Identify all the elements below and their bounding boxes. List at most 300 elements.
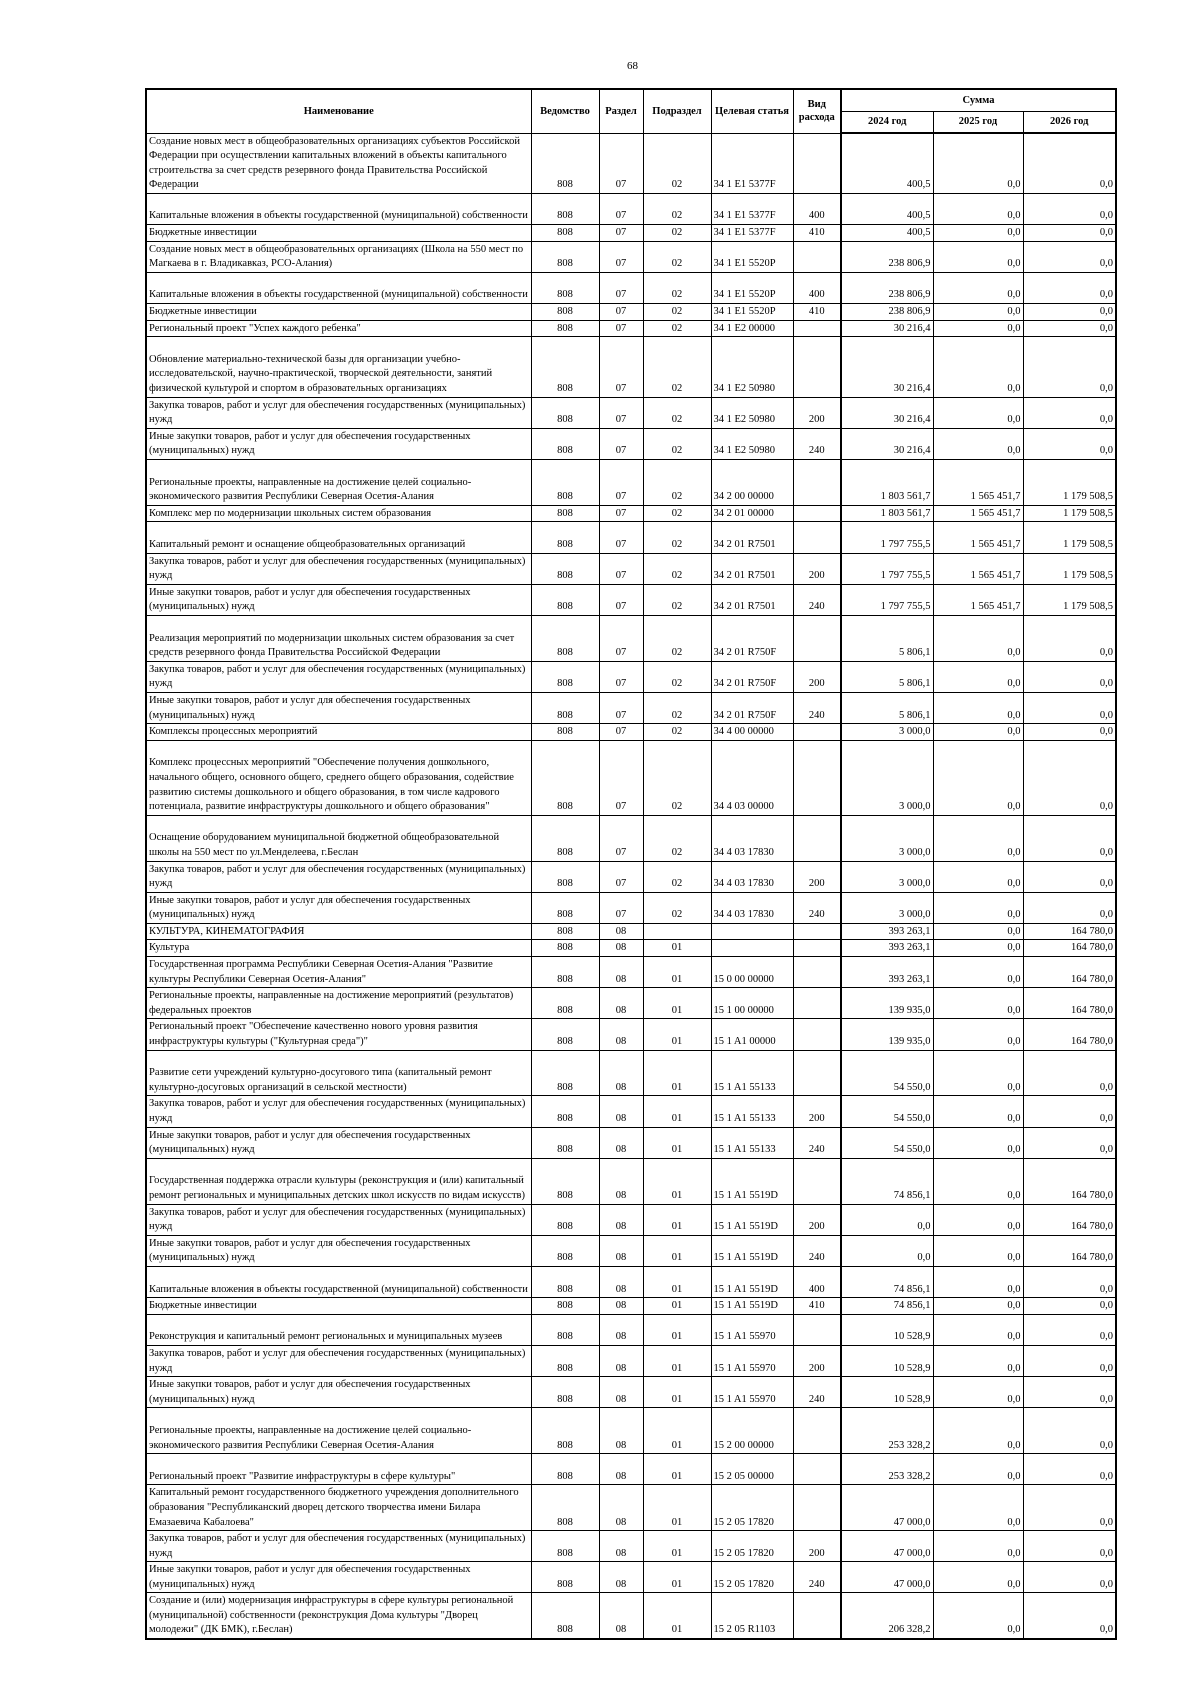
cell-2024: 238 806,9 (841, 241, 933, 272)
cell-vid (793, 241, 841, 272)
table-row (146, 320, 1116, 337)
cell-razdel: 08 (599, 1050, 643, 1096)
cell-razdel: 07 (599, 460, 643, 506)
cell-2024: 54 550,0 (841, 1127, 933, 1158)
cell-2026: 0,0 (1023, 1377, 1116, 1408)
cell-2026: 0,0 (1023, 692, 1116, 723)
cell-name: Закупка товаров, работ и услуг для обеспечения государственных (муниципальных) нужд (146, 1531, 531, 1562)
cell-razdel: 08 (599, 1266, 643, 1297)
cell-2026: 164 780,0 (1023, 988, 1116, 1019)
cell-vid: 410 (793, 1298, 841, 1315)
cell-vid (793, 957, 841, 988)
cell-2024: 3 000,0 (841, 815, 933, 861)
cell-tselevaya: 34 2 01 R7501 (711, 522, 793, 553)
cell-vedomstvo: 808 (531, 1454, 599, 1485)
cell-vedomstvo: 808 (531, 1562, 599, 1593)
cell-tselevaya: 34 1 E1 5377F (711, 133, 793, 193)
cell-podrazdel: 02 (643, 272, 711, 303)
cell-vid: 410 (793, 304, 841, 321)
cell-2025: 0,0 (933, 193, 1023, 224)
cell-podrazdel: 02 (643, 692, 711, 723)
cell-vid: 240 (793, 428, 841, 459)
cell-2024: 139 935,0 (841, 988, 933, 1019)
cell-vedomstvo: 808 (531, 505, 599, 522)
header-tselevaya: Целевая статья (711, 89, 793, 133)
cell-2025: 0,0 (933, 397, 1023, 428)
cell-name: Бюджетные инвестиции (146, 1298, 531, 1315)
cell-2026: 0,0 (1023, 1314, 1116, 1345)
cell-podrazdel: 01 (643, 1204, 711, 1235)
cell-razdel: 08 (599, 1204, 643, 1235)
cell-2025: 0,0 (933, 1345, 1023, 1376)
cell-tselevaya (711, 940, 793, 957)
cell-podrazdel: 01 (643, 1096, 711, 1127)
cell-vid (793, 1485, 841, 1531)
cell-tselevaya: 15 1 A1 55970 (711, 1314, 793, 1345)
cell-podrazdel: 02 (643, 193, 711, 224)
cell-razdel: 07 (599, 892, 643, 923)
cell-2026: 0,0 (1023, 1562, 1116, 1593)
cell-vedomstvo: 808 (531, 337, 599, 397)
cell-podrazdel: 01 (643, 1454, 711, 1485)
cell-2026: 0,0 (1023, 861, 1116, 892)
cell-podrazdel: 01 (643, 1127, 711, 1158)
cell-name: Оснащение оборудованием муниципальной бюджетной общеобразовательной школы на 550 мест по ул.Менделеева, г.Беслан (146, 815, 531, 861)
cell-2026: 0,0 (1023, 1454, 1116, 1485)
cell-tselevaya: 15 1 A1 5519D (711, 1235, 793, 1266)
cell-razdel: 07 (599, 272, 643, 303)
cell-tselevaya: 34 4 03 17830 (711, 815, 793, 861)
cell-podrazdel: 01 (643, 1019, 711, 1050)
cell-tselevaya: 15 2 05 17820 (711, 1531, 793, 1562)
cell-tselevaya: 34 1 E2 00000 (711, 320, 793, 337)
cell-podrazdel: 02 (643, 241, 711, 272)
cell-podrazdel: 02 (643, 320, 711, 337)
cell-2025: 0,0 (933, 428, 1023, 459)
cell-tselevaya: 15 1 A1 55970 (711, 1377, 793, 1408)
cell-2025: 0,0 (933, 861, 1023, 892)
cell-2025: 0,0 (933, 724, 1023, 741)
cell-razdel: 08 (599, 1127, 643, 1158)
cell-razdel: 07 (599, 241, 643, 272)
header-razdel: Раздел (599, 89, 643, 133)
cell-vedomstvo: 808 (531, 661, 599, 692)
cell-vid (793, 923, 841, 940)
table-row (146, 397, 1116, 428)
cell-2026: 0,0 (1023, 724, 1116, 741)
cell-2024: 10 528,9 (841, 1345, 933, 1376)
table-row (146, 584, 1116, 615)
cell-2025: 0,0 (933, 1531, 1023, 1562)
cell-name: Развитие сети учреждений культурно-досугового типа (капитальный ремонт культурно-досуговых организаций в сельской местности) (146, 1050, 531, 1096)
cell-tselevaya: 34 2 01 00000 (711, 505, 793, 522)
cell-2024: 3 000,0 (841, 892, 933, 923)
cell-razdel: 08 (599, 1454, 643, 1485)
cell-2026: 0,0 (1023, 1345, 1116, 1376)
cell-tselevaya: 34 1 E1 5520P (711, 272, 793, 303)
cell-name: Капитальные вложения в объекты государственной (муниципальной) собственности (146, 1266, 531, 1297)
cell-vedomstvo: 808 (531, 892, 599, 923)
cell-vid: 400 (793, 1266, 841, 1297)
cell-tselevaya (711, 923, 793, 940)
cell-2026: 0,0 (1023, 1266, 1116, 1297)
cell-podrazdel: 01 (643, 1408, 711, 1454)
cell-2026: 0,0 (1023, 272, 1116, 303)
cell-2026: 0,0 (1023, 337, 1116, 397)
cell-2026: 0,0 (1023, 428, 1116, 459)
cell-tselevaya: 34 2 01 R750F (711, 692, 793, 723)
table-row (146, 241, 1116, 272)
cell-vedomstvo: 808 (531, 1485, 599, 1531)
cell-2025: 0,0 (933, 740, 1023, 815)
cell-tselevaya: 34 1 E1 5520P (711, 241, 793, 272)
table-row (146, 988, 1116, 1019)
cell-razdel: 07 (599, 861, 643, 892)
table-row (146, 1345, 1116, 1376)
cell-2024: 393 263,1 (841, 940, 933, 957)
cell-2026: 1 179 508,5 (1023, 460, 1116, 506)
cell-razdel: 07 (599, 584, 643, 615)
cell-2024: 54 550,0 (841, 1096, 933, 1127)
cell-tselevaya: 15 1 A1 55133 (711, 1096, 793, 1127)
cell-vid (793, 815, 841, 861)
table-row (146, 225, 1116, 242)
table-row (146, 1266, 1116, 1297)
cell-2026: 0,0 (1023, 1531, 1116, 1562)
cell-2024: 400,5 (841, 225, 933, 242)
cell-name: Капитальные вложения в объекты государственной (муниципальной) собственности (146, 272, 531, 303)
cell-2026: 0,0 (1023, 133, 1116, 193)
cell-razdel: 07 (599, 661, 643, 692)
cell-razdel: 07 (599, 225, 643, 242)
cell-tselevaya: 15 1 00 00000 (711, 988, 793, 1019)
cell-2024: 5 806,1 (841, 615, 933, 661)
cell-vid: 240 (793, 1235, 841, 1266)
cell-razdel: 07 (599, 304, 643, 321)
cell-razdel: 08 (599, 1345, 643, 1376)
cell-vedomstvo: 808 (531, 272, 599, 303)
cell-razdel: 08 (599, 1314, 643, 1345)
cell-2025: 0,0 (933, 815, 1023, 861)
cell-vedomstvo: 808 (531, 320, 599, 337)
cell-2026: 0,0 (1023, 225, 1116, 242)
cell-tselevaya: 34 1 E1 5520P (711, 304, 793, 321)
cell-podrazdel: 01 (643, 1377, 711, 1408)
cell-name: Иные закупки товаров, работ и услуг для обеспечения государственных (муниципальных) нужд (146, 892, 531, 923)
cell-vedomstvo: 808 (531, 1314, 599, 1345)
table-row (146, 1204, 1116, 1235)
cell-tselevaya: 34 1 E1 5377F (711, 193, 793, 224)
cell-tselevaya: 15 1 A1 55970 (711, 1345, 793, 1376)
cell-name: Культура (146, 940, 531, 957)
cell-name: Закупка товаров, работ и услуг для обеспечения государственных (муниципальных) нужд (146, 1345, 531, 1376)
cell-vid (793, 1158, 841, 1204)
cell-name: Создание и (или) модернизация инфраструктуры в сфере культуры региональной (муниципальной) собственности (реконструкция Дома культуры "Дворец молодежи" (ДК БМК), г.Беслан) (146, 1593, 531, 1639)
table-row (146, 615, 1116, 661)
cell-podrazdel: 02 (643, 337, 711, 397)
cell-vid: 240 (793, 892, 841, 923)
cell-podrazdel: 02 (643, 397, 711, 428)
table-row (146, 1158, 1116, 1204)
cell-vid: 400 (793, 193, 841, 224)
table-row (146, 923, 1116, 940)
cell-2024: 54 550,0 (841, 1050, 933, 1096)
table-row (146, 1050, 1116, 1096)
cell-razdel: 08 (599, 1562, 643, 1593)
cell-2026: 0,0 (1023, 304, 1116, 321)
cell-2025: 0,0 (933, 1314, 1023, 1345)
cell-tselevaya: 15 1 A1 5519D (711, 1158, 793, 1204)
cell-name: Государственная поддержка отрасли культуры (реконструкция и (или) капитальный ремонт региональных и муниципальных детских школ искусств по видам искусств) (146, 1158, 531, 1204)
cell-tselevaya: 15 2 05 17820 (711, 1485, 793, 1531)
cell-razdel: 08 (599, 1096, 643, 1127)
cell-2025: 1 565 451,7 (933, 460, 1023, 506)
header-2026: 2026 год (1023, 111, 1116, 133)
cell-vedomstvo: 808 (531, 1235, 599, 1266)
cell-name: Иные закупки товаров, работ и услуг для обеспечения государственных (муниципальных) нужд (146, 1377, 531, 1408)
cell-vid: 200 (793, 397, 841, 428)
cell-tselevaya: 34 4 03 00000 (711, 740, 793, 815)
cell-name: Региональные проекты, направленные на достижение мероприятий (результатов) федеральных проектов (146, 988, 531, 1019)
table-row (146, 892, 1116, 923)
table-row (146, 193, 1116, 224)
cell-2024: 0,0 (841, 1204, 933, 1235)
table-row (146, 553, 1116, 584)
cell-2026: 164 780,0 (1023, 1158, 1116, 1204)
cell-2025: 0,0 (933, 1454, 1023, 1485)
cell-vedomstvo: 808 (531, 1345, 599, 1376)
cell-razdel: 07 (599, 193, 643, 224)
table-row (146, 460, 1116, 506)
cell-vid (793, 1593, 841, 1639)
cell-2026: 0,0 (1023, 892, 1116, 923)
header-vedomstvo: Ведомство (531, 89, 599, 133)
cell-name: Закупка товаров, работ и услуг для обеспечения государственных (муниципальных) нужд (146, 397, 531, 428)
cell-2024: 238 806,9 (841, 304, 933, 321)
cell-2025: 0,0 (933, 923, 1023, 940)
cell-tselevaya: 34 2 01 R7501 (711, 553, 793, 584)
cell-vedomstvo: 808 (531, 1408, 599, 1454)
cell-podrazdel: 02 (643, 553, 711, 584)
cell-podrazdel: 01 (643, 1485, 711, 1531)
cell-2024: 1 803 561,7 (841, 505, 933, 522)
cell-2024: 74 856,1 (841, 1298, 933, 1315)
cell-2025: 0,0 (933, 1485, 1023, 1531)
cell-name: Иные закупки товаров, работ и услуг для обеспечения государственных (муниципальных) нужд (146, 1235, 531, 1266)
cell-tselevaya: 34 2 01 R750F (711, 615, 793, 661)
cell-podrazdel: 02 (643, 740, 711, 815)
cell-vedomstvo: 808 (531, 1158, 599, 1204)
cell-vid: 410 (793, 225, 841, 242)
cell-tselevaya: 15 1 A1 55133 (711, 1050, 793, 1096)
cell-2025: 1 565 451,7 (933, 553, 1023, 584)
cell-razdel: 07 (599, 692, 643, 723)
cell-2025: 0,0 (933, 692, 1023, 723)
cell-2024: 0,0 (841, 1235, 933, 1266)
cell-podrazdel: 02 (643, 661, 711, 692)
cell-podrazdel: 02 (643, 133, 711, 193)
cell-podrazdel: 01 (643, 1235, 711, 1266)
cell-razdel: 08 (599, 1593, 643, 1639)
cell-vid (793, 1050, 841, 1096)
cell-razdel: 07 (599, 522, 643, 553)
cell-2024: 253 328,2 (841, 1454, 933, 1485)
cell-podrazdel: 01 (643, 1050, 711, 1096)
cell-name: КУЛЬТУРА, КИНЕМАТОГРАФИЯ (146, 923, 531, 940)
cell-2026: 1 179 508,5 (1023, 584, 1116, 615)
table-row (146, 861, 1116, 892)
cell-vedomstvo: 808 (531, 692, 599, 723)
cell-2024: 30 216,4 (841, 428, 933, 459)
cell-podrazdel (643, 923, 711, 940)
table-row (146, 304, 1116, 321)
cell-razdel: 07 (599, 615, 643, 661)
table-row (146, 337, 1116, 397)
cell-tselevaya: 15 1 A1 5519D (711, 1204, 793, 1235)
cell-2025: 0,0 (933, 1235, 1023, 1266)
cell-2024: 400,5 (841, 193, 933, 224)
cell-name: Региональный проект "Успех каждого ребенка" (146, 320, 531, 337)
cell-vedomstvo: 808 (531, 940, 599, 957)
cell-vedomstvo: 808 (531, 1593, 599, 1639)
cell-vedomstvo: 808 (531, 1266, 599, 1297)
header-vid: Вид расхода (793, 89, 841, 133)
cell-podrazdel: 02 (643, 428, 711, 459)
cell-2026: 0,0 (1023, 1096, 1116, 1127)
cell-2026: 0,0 (1023, 1593, 1116, 1639)
cell-vid (793, 522, 841, 553)
header-2024: 2024 год (841, 111, 933, 133)
cell-2024: 1 797 755,5 (841, 584, 933, 615)
cell-name: Иные закупки товаров, работ и услуг для обеспечения государственных (муниципальных) нужд (146, 692, 531, 723)
cell-2025: 0,0 (933, 892, 1023, 923)
cell-podrazdel: 01 (643, 1158, 711, 1204)
cell-2025: 0,0 (933, 1298, 1023, 1315)
cell-vid (793, 320, 841, 337)
cell-podrazdel: 02 (643, 615, 711, 661)
cell-tselevaya: 15 1 A1 5519D (711, 1298, 793, 1315)
cell-2026: 1 179 508,5 (1023, 505, 1116, 522)
cell-tselevaya: 34 1 E2 50980 (711, 428, 793, 459)
cell-razdel: 08 (599, 1235, 643, 1266)
cell-2024: 139 935,0 (841, 1019, 933, 1050)
cell-razdel: 07 (599, 815, 643, 861)
cell-2024: 1 797 755,5 (841, 553, 933, 584)
cell-2024: 253 328,2 (841, 1408, 933, 1454)
cell-vedomstvo: 808 (531, 988, 599, 1019)
cell-razdel: 07 (599, 428, 643, 459)
cell-vid (793, 1454, 841, 1485)
cell-vedomstvo: 808 (531, 304, 599, 321)
table-row (146, 522, 1116, 553)
cell-2024: 3 000,0 (841, 861, 933, 892)
cell-podrazdel: 02 (643, 505, 711, 522)
cell-razdel: 08 (599, 1019, 643, 1050)
cell-razdel: 08 (599, 1531, 643, 1562)
cell-name: Реализация мероприятий по модернизации школьных систем образования за счет средств резервного фонда Правительства Российской Федерации (146, 615, 531, 661)
cell-vid (793, 1408, 841, 1454)
cell-vid: 240 (793, 1127, 841, 1158)
cell-2026: 0,0 (1023, 661, 1116, 692)
cell-razdel: 08 (599, 923, 643, 940)
cell-razdel: 08 (599, 1298, 643, 1315)
cell-name: Региональный проект "Обеспечение качественно нового уровня развития инфраструктуры культуры ("Культурная среда")" (146, 1019, 531, 1050)
cell-2024: 206 328,2 (841, 1593, 933, 1639)
cell-vid (793, 337, 841, 397)
cell-name: Закупка товаров, работ и услуг для обеспечения государственных (муниципальных) нужд (146, 553, 531, 584)
cell-podrazdel: 01 (643, 1345, 711, 1376)
cell-2025: 0,0 (933, 1019, 1023, 1050)
cell-tselevaya: 15 2 05 17820 (711, 1562, 793, 1593)
table-row (146, 1485, 1116, 1531)
cell-podrazdel: 01 (643, 1298, 711, 1315)
table-row (146, 940, 1116, 957)
cell-vedomstvo: 808 (531, 1298, 599, 1315)
table-row (146, 505, 1116, 522)
cell-vedomstvo: 808 (531, 923, 599, 940)
cell-vedomstvo: 808 (531, 397, 599, 428)
cell-2025: 0,0 (933, 304, 1023, 321)
cell-2025: 0,0 (933, 1158, 1023, 1204)
cell-2025: 0,0 (933, 1127, 1023, 1158)
cell-vedomstvo: 808 (531, 1377, 599, 1408)
cell-2026: 164 780,0 (1023, 1204, 1116, 1235)
cell-name: Иные закупки товаров, работ и услуг для обеспечения государственных (муниципальных) нужд (146, 1562, 531, 1593)
header-name: Наименование (146, 89, 531, 133)
cell-tselevaya: 34 2 01 R7501 (711, 584, 793, 615)
cell-razdel: 07 (599, 724, 643, 741)
cell-2026: 0,0 (1023, 615, 1116, 661)
cell-2025: 0,0 (933, 272, 1023, 303)
cell-2026: 164 780,0 (1023, 1235, 1116, 1266)
table-row (146, 1593, 1116, 1639)
cell-2024: 47 000,0 (841, 1531, 933, 1562)
cell-name: Закупка товаров, работ и услуг для обеспечения государственных (муниципальных) нужд (146, 861, 531, 892)
cell-2024: 5 806,1 (841, 661, 933, 692)
table-row (146, 1298, 1116, 1315)
cell-podrazdel: 02 (643, 460, 711, 506)
cell-2026: 0,0 (1023, 740, 1116, 815)
cell-2026: 164 780,0 (1023, 1019, 1116, 1050)
cell-name: Создание новых мест в общеобразовательных организациях (Школа на 550 мест по Магкаева в г. Владикавказ, РСО-Алания) (146, 241, 531, 272)
cell-2025: 0,0 (933, 133, 1023, 193)
cell-vid: 200 (793, 1345, 841, 1376)
cell-vid: 200 (793, 1204, 841, 1235)
cell-2025: 0,0 (933, 940, 1023, 957)
cell-podrazdel: 01 (643, 957, 711, 988)
cell-2025: 0,0 (933, 1377, 1023, 1408)
cell-name: Закупка товаров, работ и услуг для обеспечения государственных (муниципальных) нужд (146, 1204, 531, 1235)
table-row (146, 1096, 1116, 1127)
header-summa: Сумма (841, 89, 1116, 111)
cell-podrazdel: 01 (643, 1266, 711, 1297)
cell-2025: 0,0 (933, 988, 1023, 1019)
cell-razdel: 07 (599, 740, 643, 815)
cell-vid: 240 (793, 692, 841, 723)
cell-tselevaya: 34 1 E2 50980 (711, 397, 793, 428)
cell-vid (793, 505, 841, 522)
cell-tselevaya: 34 1 E1 5377F (711, 225, 793, 242)
cell-2024: 10 528,9 (841, 1314, 933, 1345)
table-row (146, 661, 1116, 692)
cell-vid (793, 1314, 841, 1345)
cell-name: Региональные проекты, направленные на достижение целей социально-экономического развития Республики Северная Осетия-Алания (146, 1408, 531, 1454)
cell-name: Капитальные вложения в объекты государственной (муниципальной) собственности (146, 193, 531, 224)
table-row (146, 1019, 1116, 1050)
cell-podrazdel: 02 (643, 892, 711, 923)
cell-vid (793, 133, 841, 193)
table-row (146, 957, 1116, 988)
